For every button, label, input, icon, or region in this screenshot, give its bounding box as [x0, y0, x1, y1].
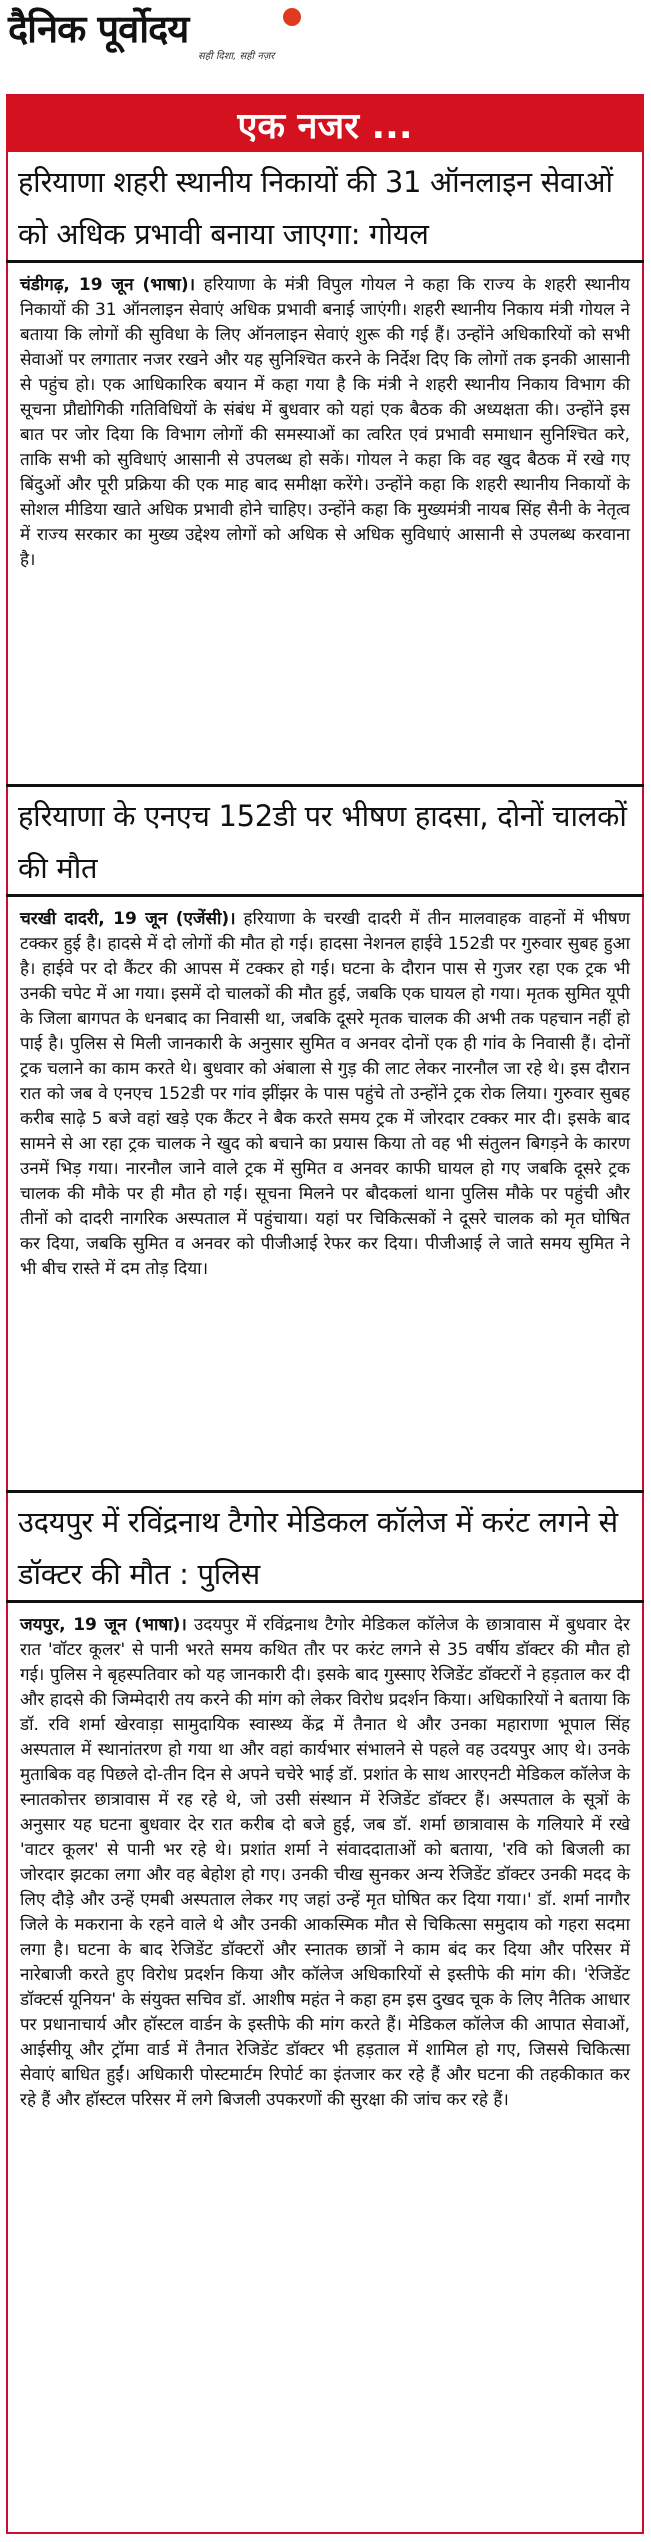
- story-dateline: चरखी दादरी, 19 जून (एजेंसी)।: [20, 909, 236, 929]
- story-body: [6, 263, 644, 573]
- story-divider: [6, 784, 644, 787]
- story-headline: उदयपुर में रविंद्रनाथ टैगोर मेडिकल कॉलेज में करंट लगने से डॉक्टर की मौत : पुलिस: [18, 1505, 618, 1591]
- section-banner-title: एक नजर ...: [237, 105, 413, 147]
- story-body: [6, 1603, 644, 2113]
- story-text: उदयपुर में रविंद्रनाथ टैगोर मेडिकल कॉलेज के छात्रावास में बुधवार देर रात 'वॉटर कूलर' से पानी भरते समय कथित तौर पर करंट लगने से 35 वर्षीय डॉक्टर की मौत हो गई। पुलिस ने बृहस्पतिवार को यह जानकारी दी। इसके बाद गुस्साए रेजिडेंट डॉक्टरों ने हड़ताल कर दी और हादसे की जिम्मेदारी तय करने की मांग को लेकर विरोध प्रदर्शन किया। अधिकारियों ने बताया कि डॉ. रवि शर्मा खेरवाड़ा सामुदायिक स्वास्थ्य केंद्र में तैनात थे और उनका महाराणा भूपाल सिंह अस्पताल में स्थानांतरण हो गया था और वहां कार्यभार संभालने से पहले वह उदयपुर आए थे। उनके मुताबिक वह पिछले दो-तीन दिन से अपने चचेरे भाई डॉ. प्रशांत के साथ आरएनटी मेडिकल कॉलेज के स्नातकोत्तर छात्रावास में रह रहे थे, जो उसी संस्थान में रेजिडेंट डॉक्टर हैं। अस्पताल के सूत्रों के अनुसार यह घटना बुधवार देर रात करीब दो बजे हुई, जब डॉ. शर्मा छात्रावास के गलियारे में रखे 'वाटर कूलर' से पानी भर रहे थे। प्रशांत शर्मा ने संवाददाताओं को बताया, 'रवि को बिजली का जोरदार झटका लगा और वह बेहोश हो गए। उनकी चीख सुनकर अन्य रेजिडेंट डॉक्टर उनकी मदद के लिए दौड़े और उन्हें एमबी अस्पताल लेकर गए जहां उन्हें मृत घोषित कर दिया गया।' डॉ. शर्मा नागौर जिले के मकराना के रहने वाले थे और उनकी आकस्मिक मौत से चिकित्सा समुदाय को गहरा सदमा लगा है। घटना के बाद रेजिडेंट डॉक्टरों और स्नातक छात्रों ने काम बंद कर दिया और परिसर में नारेबाजी करते हुए विरोध प्रदर्शन किया और कॉलेज अधिकारियों से इस्तीफे की मांग की। 'रेजिडेंट डॉक्टर्स यूनियन' के संयुक्त सचिव डॉ. आशीष महंत ने कहा हम इस दुखद चूक के लिए नैतिक आधार पर प्रधानाचार्य और हॉस्टल वार्डन के इस्तीफे की मांग करते हैं। मेडिकल कॉलेज की आपात सेवाओं, आईसीयू और ट्रॉमा वार्ड में तैनात रेजिडेंट डॉक्टर भी हड़ताल में शामिल हो गए, जिससे चिकित्सा सेवाएं बाधित हुईं। अधिकारी पोस्टमार्टम रिपोर्ट का इंतजार कर रहे हैं और घटना की तहकीकात कर रहे हैं और हॉस्टल परिसर में लगे बिजली उपकरणों की सुरक्षा की जांच कर रहे हैं।: [20, 1615, 630, 2110]
- logo-sun-icon: [283, 8, 301, 26]
- story-text: हरियाणा के मंत्री विपुल गोयल ने कहा कि राज्य के शहरी स्थानीय निकायों की 31 ऑनलाइन सेवाएं अधिक प्रभावी बनाई जाएंगी। शहरी स्थानीय निकाय मंत्री गोयल ने बताया कि लोगों की सुविधा के लिए ऑनलाइन सेवाएं शुरू की गई हैं। उन्होंने अधिकारियों को सभी सेवाओं पर लगातार नजर रखने और यह सुनिश्चित करने के निर्देश दिए कि लोगों तक इनकी आसानी से पहुंच हो। एक आधिकारिक बयान में कहा गया है कि मंत्री ने शहरी स्थानीय निकाय विभाग की सूचना प्रौद्योगिकी गतिविधियों के संबंध में बुधवार को यहां एक बैठक की अध्यक्षता की। उन्होंने इस बात पर जोर दिया कि विभाग लोगों की समस्याओं का त्वरित एवं प्रभावी समाधान सुनिश्चित करे, ताकि सभी को सुविधाएं आसानी से उपलब्ध हो सकें। गोयल ने कहा कि वह खुद बैठक में रखे गए बिंदुओं और पूरी प्रक्रिया की एक माह बाद समीक्षा करेंगे। उन्होंने कहा कि शहरी स्थानीय निकायों के सोशल मीडिया खाते अधिक प्रभावी होने चाहिए। उन्होंने कहा कि मुख्यमंत्री नायब सिंह सैनी के नेतृत्व में राज्य सरकार का मुख्य उद्देश्य लोगों को अधिक से अधिक सुविधाएं आसानी से उपलब्ध करवाना है।: [20, 275, 630, 570]
- news-story-1: [6, 154, 644, 784]
- news-story-2: [6, 788, 644, 1488]
- story-dateline: चंडीगढ़, 19 जून (भाषा)।: [20, 275, 196, 295]
- story-dateline: जयपुर, 19 जून (भाषा)।: [20, 1615, 187, 1635]
- masthead: [0, 0, 651, 72]
- news-story-3: [6, 1494, 644, 2530]
- newspaper-logo: दैनिक पूर्वोदय: [8, 6, 189, 51]
- headline-box: [6, 1494, 644, 1603]
- masthead-tagline: सही दिशा, सही नज़र: [198, 51, 275, 62]
- story-headline: हरियाणा के एनएच 152डी पर भीषण हादसा, दोनों चालकों की मौत: [18, 799, 627, 885]
- story-text: हरियाणा के चरखी दादरी में तीन मालवाहक वाहनों में भीषण टक्कर हुई है। हादसे में दो लोगों की मौत हो गई। हादसा नेशनल हाईवे 152डी पर गुरुवार सुबह हुआ है। हाईवे पर दो कैंटर की आपस में टक्कर हो गई। घटना के दौरान पास से गुजर रहा एक ट्रक भी उनकी चपेट में आ गया। इसमें दो चालकों की मौत हुई, जबकि एक घायल हो गया। मृतक सुमित यूपी के जिला बागपत के धनबाद का निवासी था, जबकि दूसरे मृतक चालक की अभी तक पहचान नहीं हो पाई है। पुलिस से मिली जानकारी के अनुसार सुमित व अनवर दोनों एक ही गांव के निवासी हैं। दोनों ट्रक चलाने का काम करते थे। बुधवार को अंबाला से गुड़ की लाट लेकर नारनौल जा रहे थे। इस दौरान रात को जब वे एनएच 152डी पर गांव झींझर के पास पहुंचे तो उन्होंने ट्रक रोक लिया। गुरुवार सुबह करीब साढ़े 5 बजे वहां खड़े एक कैंटर ने बैक करते समय ट्रक में जोरदार टक्कर मार दी। इसके बाद सामने से आ रहा ट्रक चालक ने खुद को बचाने का प्रयास किया तो वह भी संतुलन बिगड़ने के कारण उनमें भिड़ गया। नारनौल जाने वाले ट्रक में सुमित व अनवर काफी घायल हो गए जबकि दूसरे ट्रक चालक की मौके पर ही मौत हो गई। सूचना मिलने पर बौदकलां थाना पुलिस मौके पर पहुंची और तीनों को दादरी नागरिक अस्पताल में पहुंचाया। यहां पर चिकित्सकों ने दूसरे चालक को मृत घोषित कर दिया, जबकि सुमित व अनवर को पीजीआई रेफर कर दिया। पीजीआई ले जाते समय सुमित ने भी बीच रास्ते में दम तोड़ दिया।: [20, 909, 630, 1279]
- headline-box: [6, 788, 644, 897]
- headline-box: [6, 154, 644, 263]
- story-body: [6, 897, 644, 1282]
- story-headline: हरियाणा शहरी स्थानीय निकायों की 31 ऑनलाइन सेवाओं को अधिक प्रभावी बनाया जाएगा: गोयल: [18, 165, 613, 251]
- section-banner: [6, 96, 644, 152]
- story-divider: [6, 1490, 644, 1493]
